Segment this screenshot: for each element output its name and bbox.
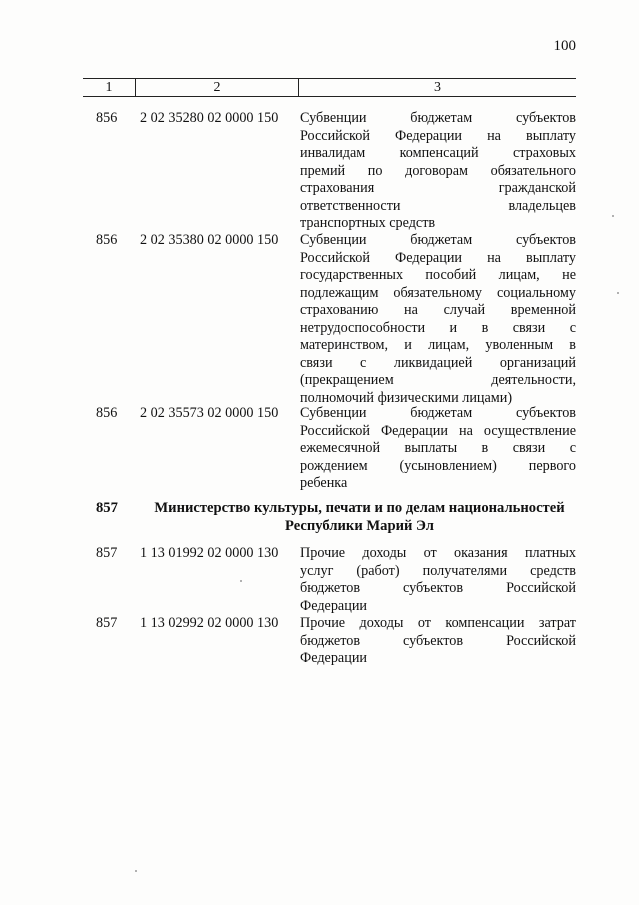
description-line: Российской Федерации на выплату bbox=[300, 127, 576, 144]
page-number: 100 bbox=[553, 38, 576, 54]
description-line: Субвенции бюджетам субъектов bbox=[300, 110, 576, 126]
description-line: ответственности владельцев bbox=[300, 197, 576, 214]
table-header bbox=[83, 78, 576, 97]
budget-classification-code: 2 02 35280 02 0000 150 bbox=[140, 110, 279, 126]
budget-classification-code: 1 13 02992 02 0000 130 bbox=[140, 615, 279, 631]
admin-code: 856 bbox=[96, 405, 118, 421]
description-line: полномочий физическими лицами) bbox=[300, 389, 513, 406]
description-line: государственных пособий лицам, не bbox=[300, 267, 576, 283]
description-line: материнством, и лицам, уволенным в bbox=[300, 337, 576, 353]
description-line: страхованию на случай временной bbox=[300, 302, 576, 318]
admin-code: 856 bbox=[96, 232, 118, 248]
row-description bbox=[300, 110, 576, 233]
description-line: бюджетов субъектов Российской bbox=[300, 580, 576, 596]
description-line: подлежащим обязательному социальному bbox=[300, 284, 576, 301]
header-col-1: 1 bbox=[105, 80, 113, 95]
description-line: Федерации bbox=[300, 597, 368, 614]
description-line: страхования гражданской bbox=[300, 180, 576, 196]
description-line: Российской Федерации на выплату bbox=[300, 249, 576, 266]
description-line: инвалидам компенсаций страховых bbox=[300, 145, 576, 161]
description-line: Прочие доходы от компенсации затрат bbox=[300, 615, 576, 631]
row-description bbox=[300, 615, 576, 668]
description-line: нетрудоспособности и в связи с bbox=[300, 319, 576, 336]
row-description bbox=[300, 545, 576, 615]
scan-speck bbox=[240, 580, 242, 582]
admin-code: 856 bbox=[96, 110, 118, 126]
description-line: Субвенции бюджетам субъектов bbox=[300, 232, 576, 248]
description-line: ребенка bbox=[300, 475, 348, 491]
description-line: Субвенции бюджетам субъектов bbox=[300, 405, 576, 421]
row-description bbox=[300, 232, 576, 407]
budget-classification-code: 2 02 35573 02 0000 150 bbox=[140, 405, 279, 421]
description-line: Федерации bbox=[300, 650, 368, 666]
section-title-line: Республики Марий Эл bbox=[285, 518, 434, 534]
description-line: бюджетов субъектов Российской bbox=[300, 632, 576, 649]
section-code: 857 bbox=[96, 500, 118, 516]
scan-speck bbox=[612, 215, 614, 217]
budget-classification-code: 1 13 01992 02 0000 130 bbox=[140, 545, 279, 561]
admin-code: 857 bbox=[96, 615, 118, 631]
description-line: премий по договорам обязательного bbox=[300, 162, 576, 179]
section-title bbox=[143, 499, 576, 535]
description-line: рождением (усыновлением) первого bbox=[300, 457, 576, 474]
description-line: услуг (работ) получателями средств bbox=[300, 562, 576, 579]
header-col-2: 2 bbox=[213, 80, 221, 95]
scan-speck bbox=[135, 870, 137, 872]
budget-classification-code: 2 02 35380 02 0000 150 bbox=[140, 232, 279, 248]
section-title-line: Министерство культуры, печати и по делам национальностей bbox=[154, 500, 565, 516]
header-col-3: 3 bbox=[434, 80, 441, 95]
scan-speck bbox=[617, 292, 619, 294]
description-line: Российской Федерации на осуществление bbox=[300, 422, 576, 439]
description-line: ежемесячной выплаты в связи с bbox=[300, 440, 576, 456]
description-line: связи с ликвидацией организаций bbox=[300, 354, 576, 371]
description-line: (прекращением деятельности, bbox=[300, 372, 576, 388]
description-line: транспортных средств bbox=[300, 215, 436, 231]
row-description bbox=[300, 405, 576, 493]
description-line: Прочие доходы от оказания платных bbox=[300, 545, 576, 561]
admin-code: 857 bbox=[96, 545, 118, 561]
